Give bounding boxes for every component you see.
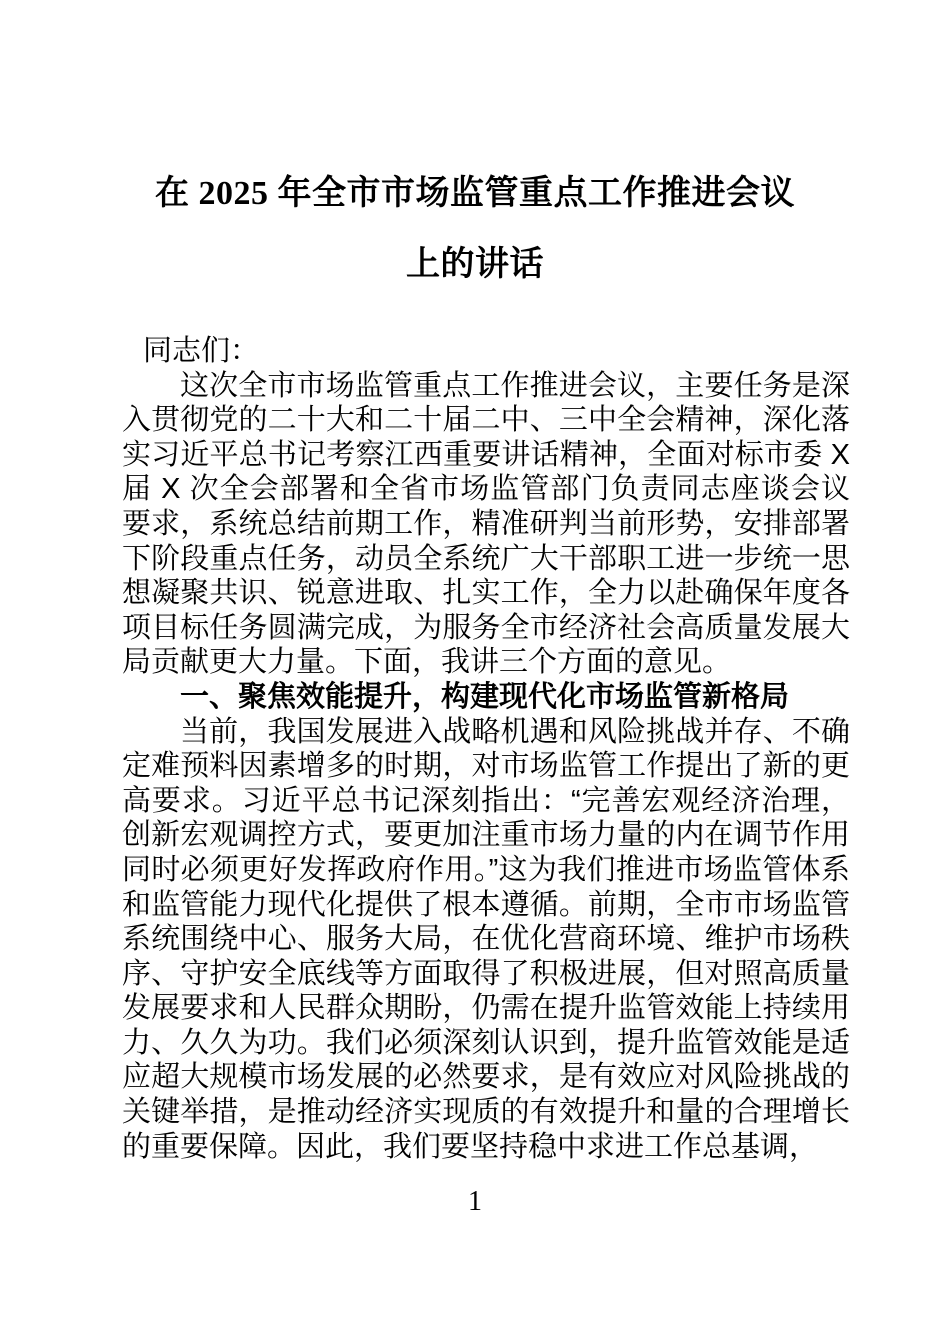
body-paragraph: 当前，我国发展进入战略机遇和风险挑战并存、不确定难预料因素增多的时期，对市场监管工作提出了新的更高要求。习近平总书记深刻指出：“完善宏观经济治理，创新宏观调控方式，要更加注重市场力量的内在调节作用同时必须更好发挥政府作用。”这为我们推进市场监管体系和监管能力现代化提供了根本遵循。前期，全市市场监管系统围绕中心、服务大局，在优化营商环境、维护市场秩序、守护安全底线等方面取得了积极进展，但对照高质量发展要求和人民群众期盼，仍需在提升监管效能上持续用力、久久为功。我们必须深刻认识到，提升监管效能是适应超大规模市场发展的必然要求，是有效应对风险挑战的关键举措，是推动经济实现质的有效提升和量的合理增长的重要保障。因此，我们要坚持稳中求进工作总基调， [122, 715, 850, 1163]
document-title [0, 158, 950, 300]
document-body [122, 334, 850, 1164]
paragraph-container [122, 369, 850, 1165]
title-line-1: 在 2025 年全市市场监管重点工作推进会议 [155, 175, 795, 212]
body-paragraph: 这次全市市场监管重点工作推进会议，主要任务是深入贯彻党的二十大和二十届二中、三中全会精神，深化落实习近平总书记考察江西重要讲话精神，全面对标市委 X 届 X 次全会部署和全省市场监管部门负责同志座谈会议要求，系统总结前期工作，精准研判当前形势，安排部署下阶段重点任务，动员全系统广大干部职工进一步统一思想凝聚共识、锐意进取、扎实工作，全力以赴确保年度各项目标任务圆满完成，为服务全市经济社会高质量发展大局贡献更大力量。下面，我讲三个方面的意见。 [122, 369, 850, 679]
page-number: 1 [468, 1186, 482, 1217]
title-line-2: 上的讲话 [406, 246, 544, 283]
section-heading: 一、聚焦效能提升，构建现代化市场监管新格局 [180, 680, 790, 713]
salutation: 同志们： [143, 335, 260, 367]
